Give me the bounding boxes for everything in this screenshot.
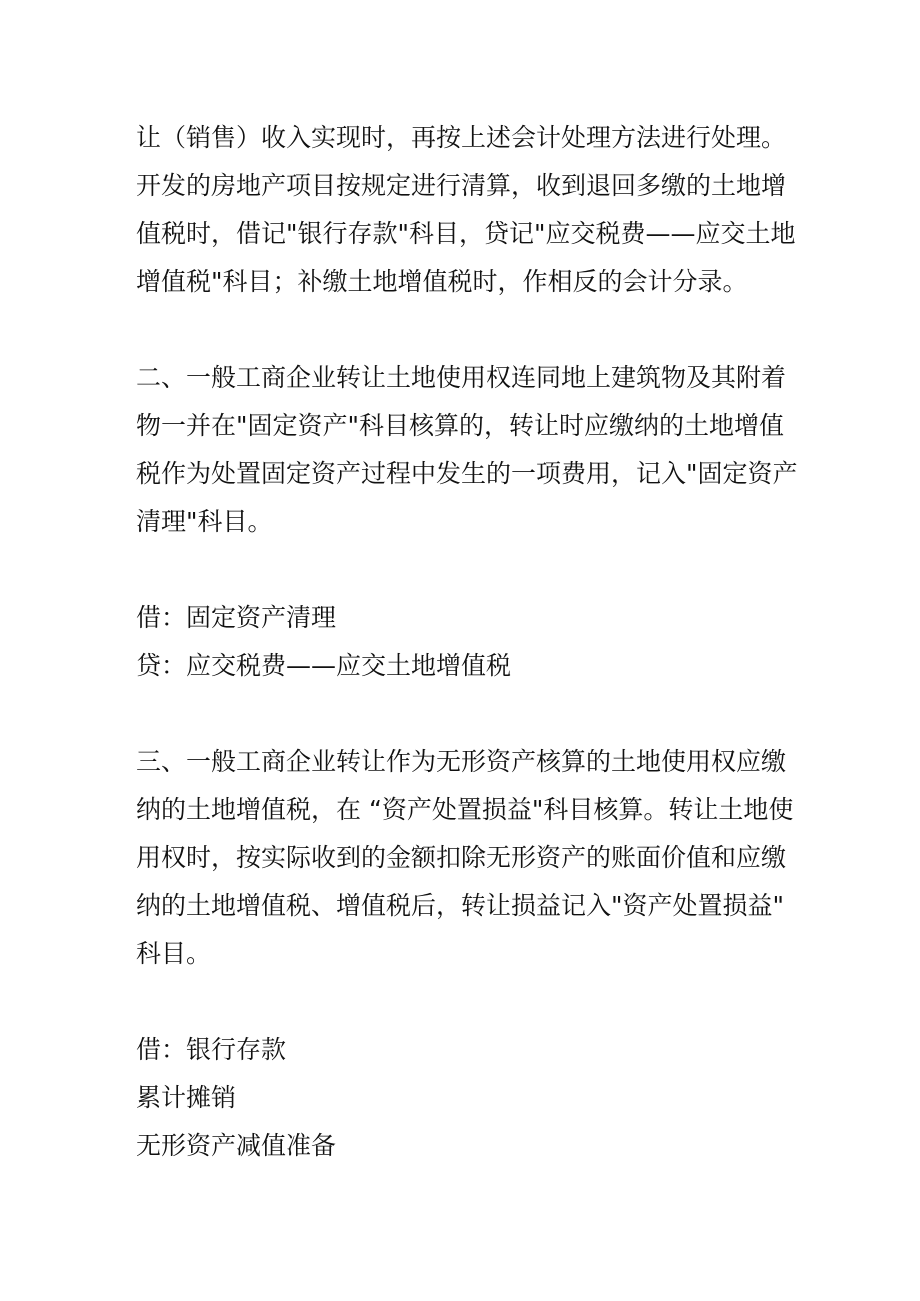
text-line: 让（销售）收入实现时，再按上述会计处理方法进行处理。	[136, 123, 787, 152]
entry-line: 无形资产减值准备	[136, 1131, 337, 1160]
text-line: 税作为处置固定资产过程中发生的一项费用，记入"固定资产	[136, 459, 798, 488]
text-line: 纳的土地增值税、增值税后，转让损益记入"资产处置损益"	[136, 891, 785, 920]
text-line: 清理"科目。	[136, 507, 273, 536]
text-line: 开发的房地产项目按规定进行清算，收到退回多缴的土地增	[136, 171, 787, 200]
paragraph-1	[136, 114, 796, 306]
credit-line: 贷：应交税费——应交土地增值税	[136, 651, 512, 680]
text-line: 三、一般工商企业转让作为无形资产核算的土地使用权应缴	[136, 747, 787, 776]
debit-line: 借：银行存款	[136, 1035, 287, 1064]
paragraph-spacer	[136, 306, 786, 354]
document-body	[136, 114, 798, 1170]
paragraph-spacer	[136, 978, 786, 1026]
text-line: 增值税"科目；补缴土地增值税时，作相反的会计分录。	[136, 267, 748, 296]
text-line: 科目。	[136, 939, 212, 968]
paragraph-spacer	[136, 690, 786, 738]
paragraph-2	[136, 354, 798, 546]
text-line: 值税时，借记"银行存款"科目，贷记"应交税费——应交土地	[136, 219, 796, 248]
entry-line: 累计摊销	[136, 1083, 237, 1112]
text-line: 用权时，按实际收到的金额扣除无形资产的账面价值和应缴	[136, 843, 787, 872]
paragraph-3	[136, 738, 794, 978]
journal-entry-2	[136, 1026, 786, 1170]
text-line: 物一并在"固定资产"科目核算的，转让时应缴纳的土地增值	[136, 411, 785, 440]
journal-entry-1	[136, 594, 786, 690]
paragraph-spacer	[136, 546, 786, 594]
debit-line: 借：固定资产清理	[136, 603, 337, 632]
text-line: 二、一般工商企业转让土地使用权连同地上建筑物及其附着	[136, 363, 787, 392]
text-line: 纳的土地增值税，在 “资产处置损益"科目核算。转让土地使	[136, 795, 794, 824]
